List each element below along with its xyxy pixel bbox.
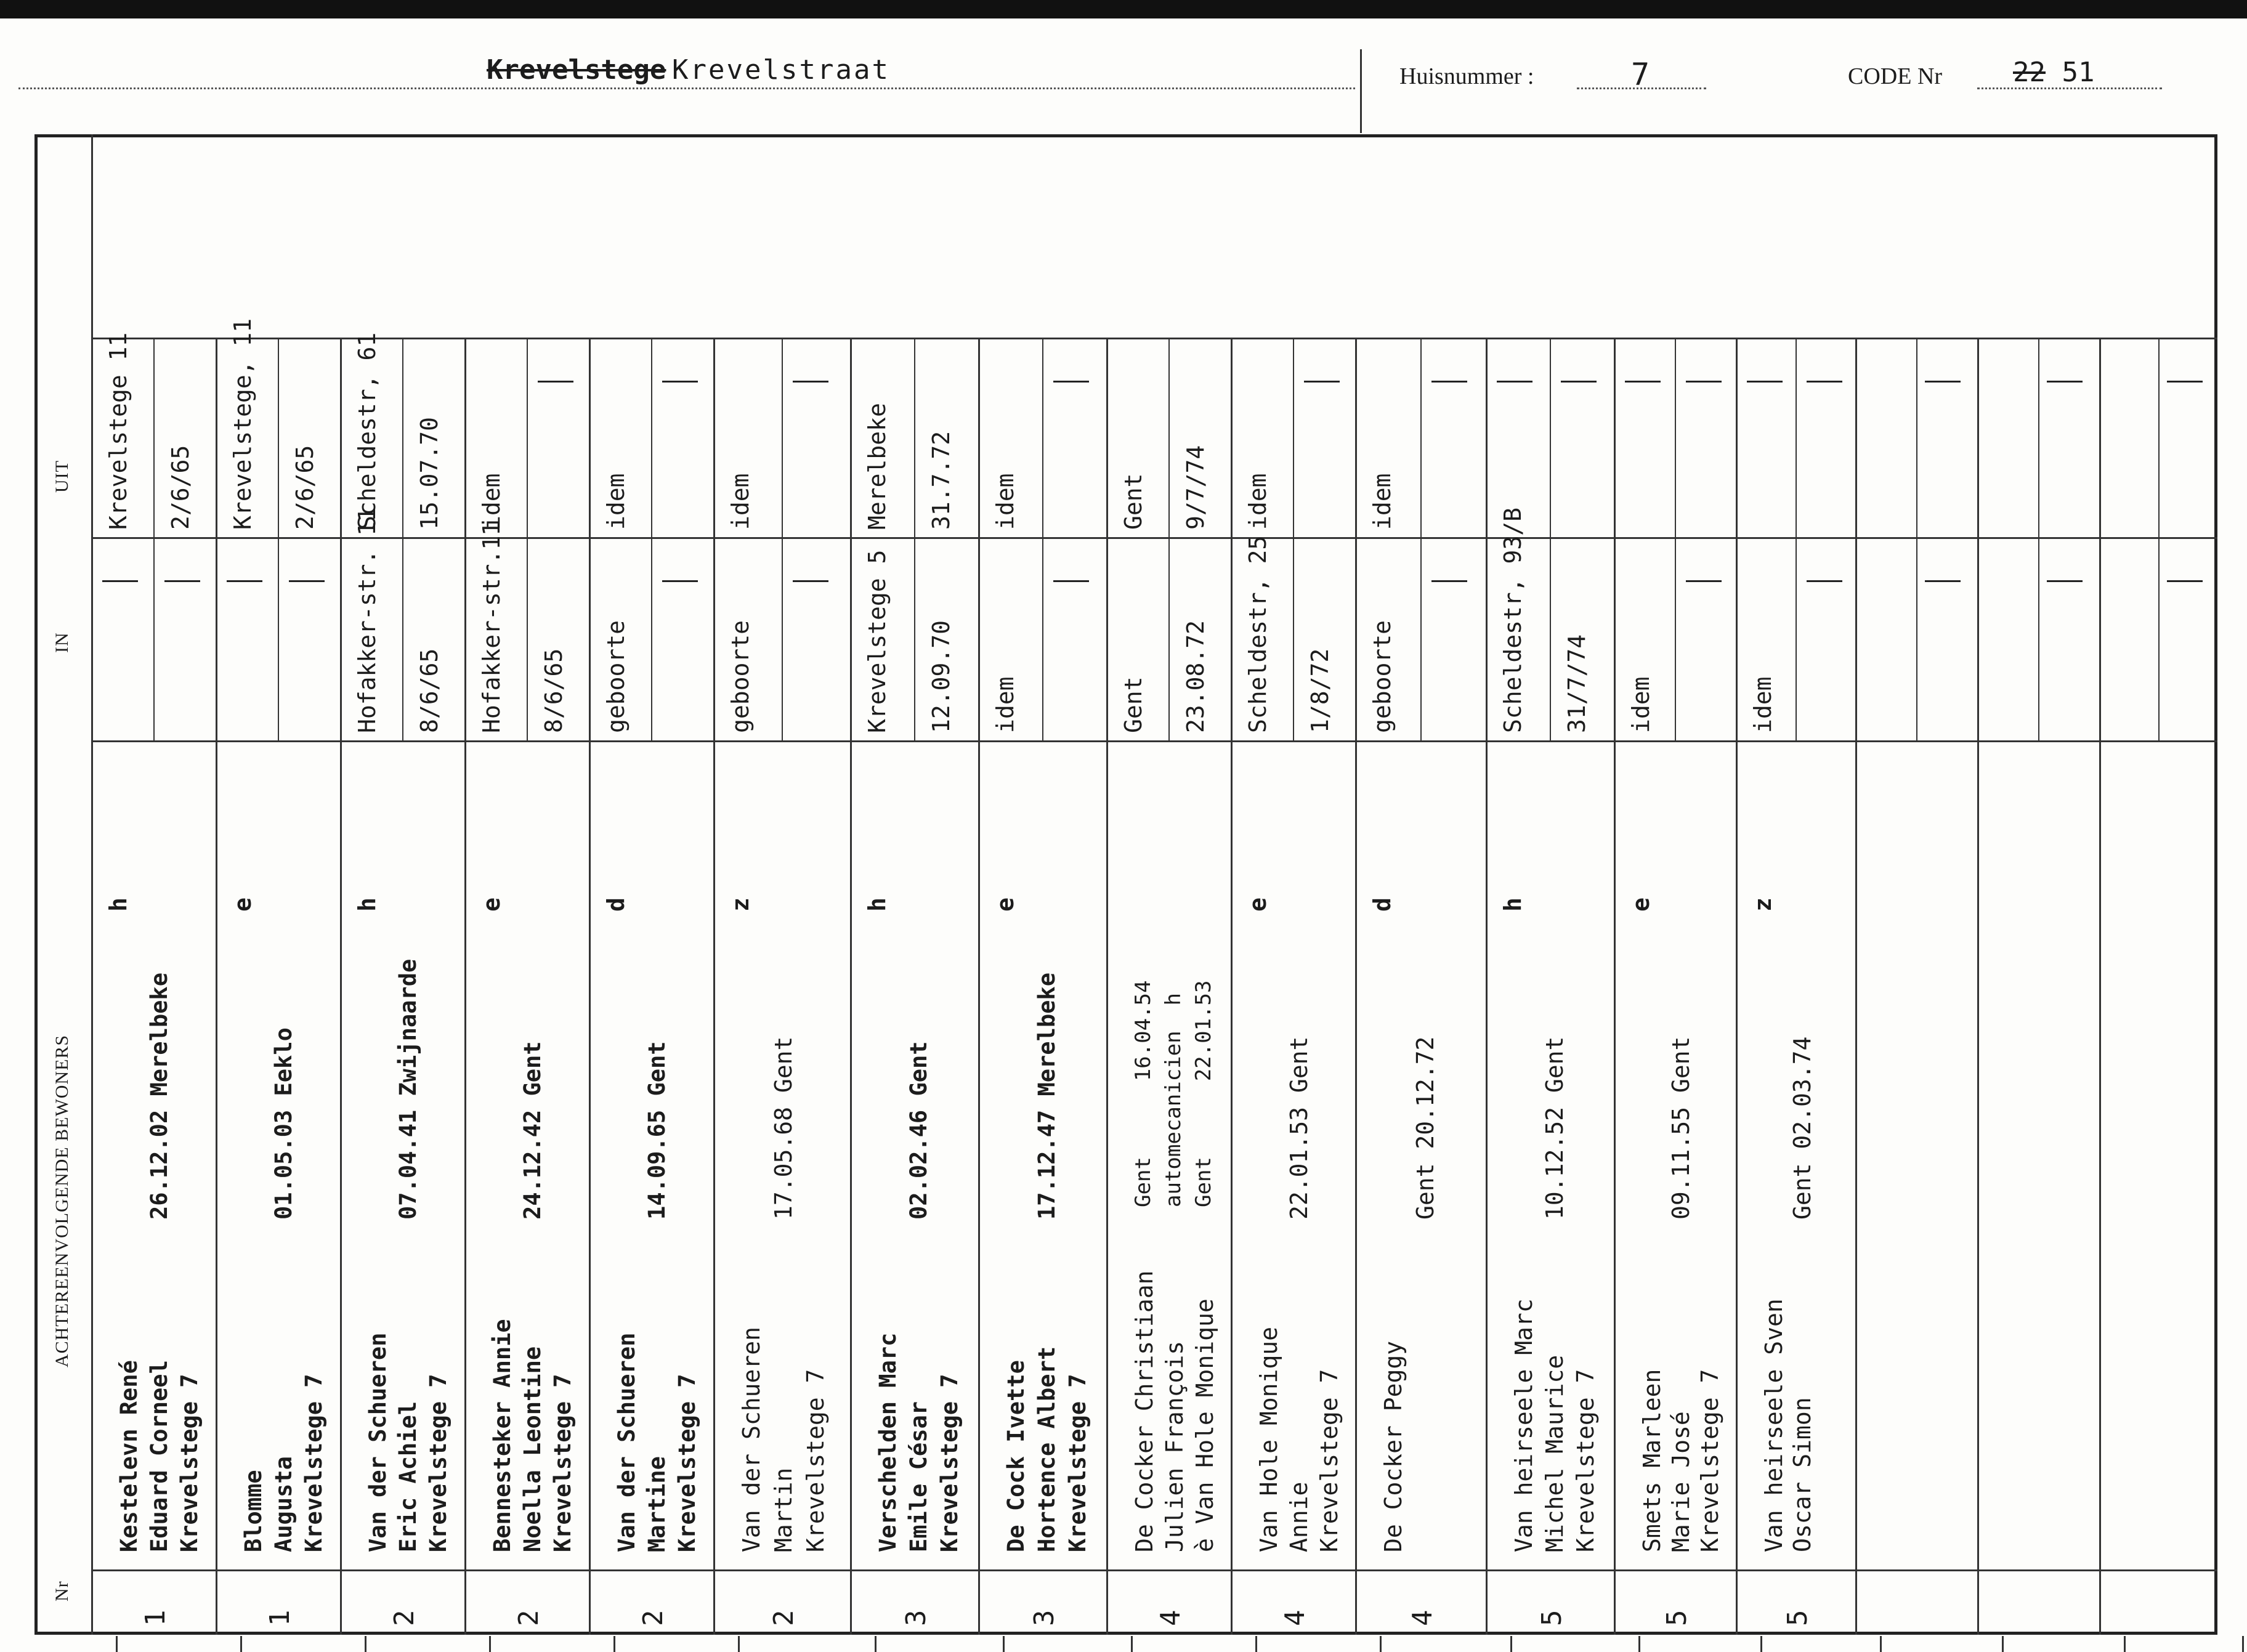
resident-name-line: Krevelstege 7 xyxy=(301,1374,327,1552)
in-date-dash xyxy=(1807,580,1842,582)
row-nr: 2 xyxy=(638,1609,669,1626)
row-nr: 1 xyxy=(264,1609,296,1626)
section-divider xyxy=(91,1569,2217,1571)
uit-date: 31.7.72 xyxy=(928,431,955,530)
uit-date: 15.07.70 xyxy=(416,416,443,530)
uit-place: Krevelstege 11 xyxy=(105,332,132,530)
resident-name-line: Krevelstege 7 xyxy=(1572,1369,1599,1552)
street-underline xyxy=(18,87,1355,89)
resident-name-line: De Cock Ivette xyxy=(1003,1360,1029,1552)
resident-name-line: Noella Leontine xyxy=(519,1346,546,1552)
column-divider xyxy=(1486,338,1488,1635)
in-place: idem xyxy=(992,676,1019,733)
in-date-dash xyxy=(1053,580,1089,582)
empty-dash xyxy=(1925,381,1961,383)
resident-code: z xyxy=(1749,897,1776,912)
code-value xyxy=(2013,57,2094,88)
bottom-tick xyxy=(116,1636,118,1652)
uit-place: Gent xyxy=(1120,473,1147,530)
in-date: 23.08.72 xyxy=(1182,620,1209,733)
bottom-tick xyxy=(613,1636,615,1652)
uit-place: Scheldestr, 61 xyxy=(354,332,381,530)
resident-name-line: Kestelevn René xyxy=(116,1360,142,1552)
resident-code: e xyxy=(478,897,505,912)
resident-name-line: Julien François xyxy=(1161,1340,1188,1552)
uit-place: idem xyxy=(992,473,1019,530)
uit-place: Krevelstege, 11 xyxy=(229,318,256,530)
bottom-tick xyxy=(1510,1636,1512,1652)
subcolumn-divider xyxy=(1168,338,1170,740)
bottom-tick xyxy=(1880,1636,1882,1652)
uit-date-dash xyxy=(1053,381,1089,383)
bottom-tick xyxy=(240,1636,242,1652)
column-divider xyxy=(1614,338,1616,1635)
bottom-tick xyxy=(365,1636,366,1652)
column-divider xyxy=(216,338,217,1635)
uit-date-dash xyxy=(1686,381,1722,383)
empty-dash xyxy=(2047,580,2083,582)
top-scan-edge xyxy=(0,0,2247,18)
row-nr: 2 xyxy=(768,1609,800,1626)
in-date-dash xyxy=(1431,580,1467,582)
subcolumn-divider xyxy=(2158,338,2160,740)
subcolumn-divider xyxy=(1293,338,1294,740)
column-divider xyxy=(1355,338,1357,1635)
resident-code: h xyxy=(354,897,381,912)
resident-birth: 14.09.65 Gent xyxy=(644,1041,670,1220)
resident-name-line: Marie José xyxy=(1667,1411,1694,1552)
row-nr: 4 xyxy=(1155,1609,1186,1626)
resident-birth: 22.01.53 Gent xyxy=(1285,1036,1313,1220)
bottom-tick xyxy=(1638,1636,1640,1652)
uit-place: idem xyxy=(727,473,754,530)
uit-place: idem xyxy=(1244,473,1271,530)
resident-birth: 17.12.47 Merelbeke xyxy=(1034,973,1060,1220)
column-divider xyxy=(2099,338,2101,1635)
in-place: geboorte xyxy=(727,620,754,733)
subcolumn-divider xyxy=(1796,338,1797,740)
street-name xyxy=(487,54,890,86)
uit-place: idem xyxy=(602,473,630,530)
resident-extra-line: automecanicien h xyxy=(1161,993,1186,1207)
bottom-tick xyxy=(2124,1636,2126,1652)
resident-name-line: Krevelstege 7 xyxy=(1316,1369,1343,1552)
resident-name-line: Krevelstege 7 xyxy=(674,1374,700,1552)
resident-birth: 26.12.02 Merelbeke xyxy=(146,973,172,1220)
resident-name-line: Blomme xyxy=(240,1470,267,1552)
subcolumn-divider xyxy=(651,338,652,740)
section-label-in: IN xyxy=(52,632,72,653)
in-place: geboorte xyxy=(1369,620,1396,733)
subcolumn-divider xyxy=(278,338,279,740)
in-place: Hofakker-str.11 xyxy=(478,521,505,733)
header-divider xyxy=(1360,49,1362,133)
resident-birth: 24.12.42 Gent xyxy=(519,1041,546,1220)
resident-code: d xyxy=(602,897,630,912)
bottom-tick xyxy=(1003,1636,1005,1652)
section-divider xyxy=(91,537,2217,539)
in-place: Scheldestr, 25 xyxy=(1244,535,1271,733)
resident-code: e xyxy=(1627,897,1654,912)
uit-place: idem xyxy=(1369,473,1396,530)
subcolumn-divider xyxy=(1420,338,1422,740)
uit-date: 9/7/74 xyxy=(1182,445,1209,530)
in-place: idem xyxy=(1749,676,1776,733)
resident-name-line: De Cocker Peggy xyxy=(1380,1340,1407,1552)
resident-name-line: Martine xyxy=(644,1456,670,1552)
resident-birth: 17.05.68 Gent xyxy=(770,1036,797,1220)
resident-name-line: De Cocker Christiaan xyxy=(1131,1270,1158,1552)
in-place-dash xyxy=(227,580,262,582)
uit-place-dash xyxy=(1497,381,1532,383)
subcolumn-divider xyxy=(782,338,783,740)
subcolumn-divider xyxy=(1916,338,1917,740)
resident-name-line: Smets Marleen xyxy=(1638,1369,1666,1552)
uit-place-dash xyxy=(1625,381,1661,383)
bottom-edge-ticks xyxy=(0,1636,2247,1652)
huisnummer-underline xyxy=(1577,87,1706,89)
subcolumn-divider xyxy=(153,338,155,740)
resident-name-line: Krevelstege 7 xyxy=(176,1374,203,1552)
uit-date: 2/6/65 xyxy=(167,445,194,530)
column-divider xyxy=(1736,338,1738,1635)
uit-date-dash xyxy=(1304,381,1340,383)
resident-code: e xyxy=(992,897,1019,912)
bottom-tick xyxy=(1760,1636,1762,1652)
subcolumn-divider xyxy=(527,338,528,740)
resident-name-line: è Van Hole Monique xyxy=(1191,1298,1218,1552)
resident-code: z xyxy=(727,897,754,912)
row-nr: 5 xyxy=(1782,1609,1813,1626)
huisnummer-label: Huisnummer : xyxy=(1399,63,1534,89)
subcolumn-divider xyxy=(402,338,403,740)
huisnummer-value: 7 xyxy=(1631,57,1650,92)
resident-name-line: Van Hole Monique xyxy=(1255,1326,1282,1552)
empty-dash xyxy=(2047,381,2083,383)
resident-name-line: Oscar Simon xyxy=(1789,1397,1816,1552)
row-nr: 4 xyxy=(1279,1609,1311,1626)
empty-dash xyxy=(2167,381,2203,383)
uit-date-dash xyxy=(1431,381,1467,383)
bottom-tick xyxy=(738,1636,740,1652)
uit-date-dash xyxy=(1807,381,1842,383)
section-divider xyxy=(91,338,2217,339)
column-divider xyxy=(1977,338,1979,1635)
row-nr: 2 xyxy=(513,1609,545,1626)
in-place: idem xyxy=(1627,676,1654,733)
column-divider xyxy=(340,338,342,1635)
uit-place: idem xyxy=(478,473,505,530)
in-date-dash xyxy=(289,580,325,582)
resident-name-line: Bennesteker Annie xyxy=(489,1319,516,1552)
uit-date-dash xyxy=(538,381,573,383)
bottom-tick xyxy=(1131,1636,1133,1652)
column-divider xyxy=(978,338,980,1635)
in-date: 12.09.70 xyxy=(928,620,955,733)
resident-name-line: Van der Schueren xyxy=(738,1326,765,1552)
resident-name-line: Emile César xyxy=(905,1401,932,1552)
code-value-old: 22 xyxy=(2013,57,2046,88)
row-nr: 3 xyxy=(901,1609,932,1626)
uit-date: 2/6/65 xyxy=(291,445,318,530)
uit-date-dash xyxy=(662,381,698,383)
resident-name-line: Krevelstege 7 xyxy=(936,1374,963,1552)
resident-name-line: Verschelden Marc xyxy=(875,1332,901,1552)
subcolumn-divider xyxy=(1550,338,1551,740)
in-date: 31/7/74 xyxy=(1563,634,1590,733)
resident-name-line: Eric Achiel xyxy=(395,1401,421,1552)
resident-birth: 09.11.55 Gent xyxy=(1667,1036,1694,1220)
resident-name-line: Krevelstege 7 xyxy=(549,1374,576,1552)
label-column-divider xyxy=(91,134,93,1635)
resident-birth: 02.02.46 Gent xyxy=(905,1041,932,1220)
bottom-tick xyxy=(2242,1636,2244,1652)
resident-name-line: Hortence Albert xyxy=(1034,1346,1060,1552)
section-label-bewoners: ACHTEREENVOLGENDE BEWONERS xyxy=(52,1034,72,1367)
resident-birth: 01.05.03 Eeklo xyxy=(270,1027,297,1220)
resident-name-line: Michel Maurice xyxy=(1541,1354,1568,1552)
column-divider xyxy=(1855,338,1857,1635)
row-nr: 2 xyxy=(389,1609,420,1626)
column-divider xyxy=(1106,338,1108,1635)
bottom-tick xyxy=(1380,1636,1382,1652)
in-place: Scheldestr, 93/B xyxy=(1499,507,1526,733)
in-date: 8/6/65 xyxy=(416,648,443,733)
resident-name-line: Van heirseele Sven xyxy=(1760,1298,1787,1552)
uit-date-dash xyxy=(793,381,828,383)
resident-name-line: Krevelstege 7 xyxy=(1064,1374,1091,1552)
resident-name-line: Krevelstege 7 xyxy=(802,1369,829,1552)
resident-name-line: Van der Schueren xyxy=(613,1332,640,1552)
resident-extra-line: Gent 16.04.54 xyxy=(1131,980,1156,1207)
subcolumn-divider xyxy=(1675,338,1676,740)
row-nr: 5 xyxy=(1536,1609,1568,1626)
huisnummer xyxy=(1399,63,1534,90)
resident-name-line: Martin xyxy=(770,1467,797,1552)
subcolumn-divider xyxy=(914,338,915,740)
section-label-uit: UIT xyxy=(52,460,72,493)
uit-place: Merelbeke xyxy=(864,403,891,530)
code-underline xyxy=(1977,87,2162,89)
resident-code: e xyxy=(1244,897,1271,912)
column-divider xyxy=(464,338,466,1635)
resident-birth: 07.04.41 Zwijnaarde xyxy=(395,958,421,1220)
code-nr xyxy=(1848,63,1942,90)
subcolumn-divider xyxy=(2038,338,2039,740)
in-place-dash xyxy=(102,580,138,582)
resident-name-line: Van heirseele Marc xyxy=(1510,1298,1537,1552)
resident-name-line: Eduard Corneel xyxy=(146,1360,172,1552)
resident-code: h xyxy=(864,897,891,912)
row-nr: 1 xyxy=(140,1609,171,1626)
empty-dash xyxy=(1925,580,1961,582)
code-value-new: 51 xyxy=(2062,57,2095,88)
resident-name-line: Krevelstege 7 xyxy=(425,1374,451,1552)
code-label: CODE Nr xyxy=(1848,63,1943,89)
empty-dash xyxy=(2167,580,2203,582)
row-nr: 5 xyxy=(1661,1609,1693,1626)
resident-name-line: Van der Schueren xyxy=(365,1332,391,1552)
in-date-dash xyxy=(164,580,200,582)
resident-birth: Gent 02.03.74 xyxy=(1789,1036,1816,1220)
in-place: geboorte xyxy=(602,620,630,733)
column-divider xyxy=(713,338,715,1635)
column-divider xyxy=(589,338,591,1635)
row-nr: 3 xyxy=(1029,1609,1060,1626)
resident-code: h xyxy=(1499,897,1526,912)
in-place: Krevelstege 5 xyxy=(864,549,891,733)
in-date: 8/6/65 xyxy=(540,648,567,733)
resident-birth: 10.12.52 Gent xyxy=(1541,1036,1568,1220)
in-date-dash xyxy=(662,580,698,582)
bottom-tick xyxy=(489,1636,491,1652)
column-divider xyxy=(1231,338,1233,1635)
in-date-dash xyxy=(1686,580,1722,582)
resident-name-line: Augusta xyxy=(270,1456,297,1552)
uit-date-dash xyxy=(1561,381,1597,383)
in-place: Gent xyxy=(1120,676,1147,733)
resident-code: h xyxy=(105,897,132,912)
bottom-tick xyxy=(875,1636,877,1652)
bottom-tick xyxy=(2002,1636,2004,1652)
in-date-dash xyxy=(793,580,828,582)
in-date: 1/8/72 xyxy=(1306,648,1334,733)
bottom-tick xyxy=(1255,1636,1257,1652)
resident-birth: Gent 20.12.72 xyxy=(1412,1036,1439,1220)
resident-extra-line: Gent 22.01.53 xyxy=(1191,980,1216,1207)
street-name-new: Krevelstraat xyxy=(672,54,890,86)
uit-place-dash xyxy=(1747,381,1783,383)
subcolumn-divider xyxy=(1042,338,1043,740)
column-divider xyxy=(850,338,852,1635)
section-label-nr: Nr xyxy=(52,1581,72,1601)
street-name-old: Krevelstege xyxy=(487,54,666,86)
in-place: Hofakker-str. 11 xyxy=(354,507,381,733)
resident-code: d xyxy=(1369,897,1396,912)
resident-code: e xyxy=(229,897,256,912)
row-nr: 4 xyxy=(1407,1609,1438,1626)
resident-name-line: Krevelstege 7 xyxy=(1696,1369,1723,1552)
resident-name-line: Annie xyxy=(1285,1481,1313,1552)
section-divider xyxy=(91,740,2217,742)
